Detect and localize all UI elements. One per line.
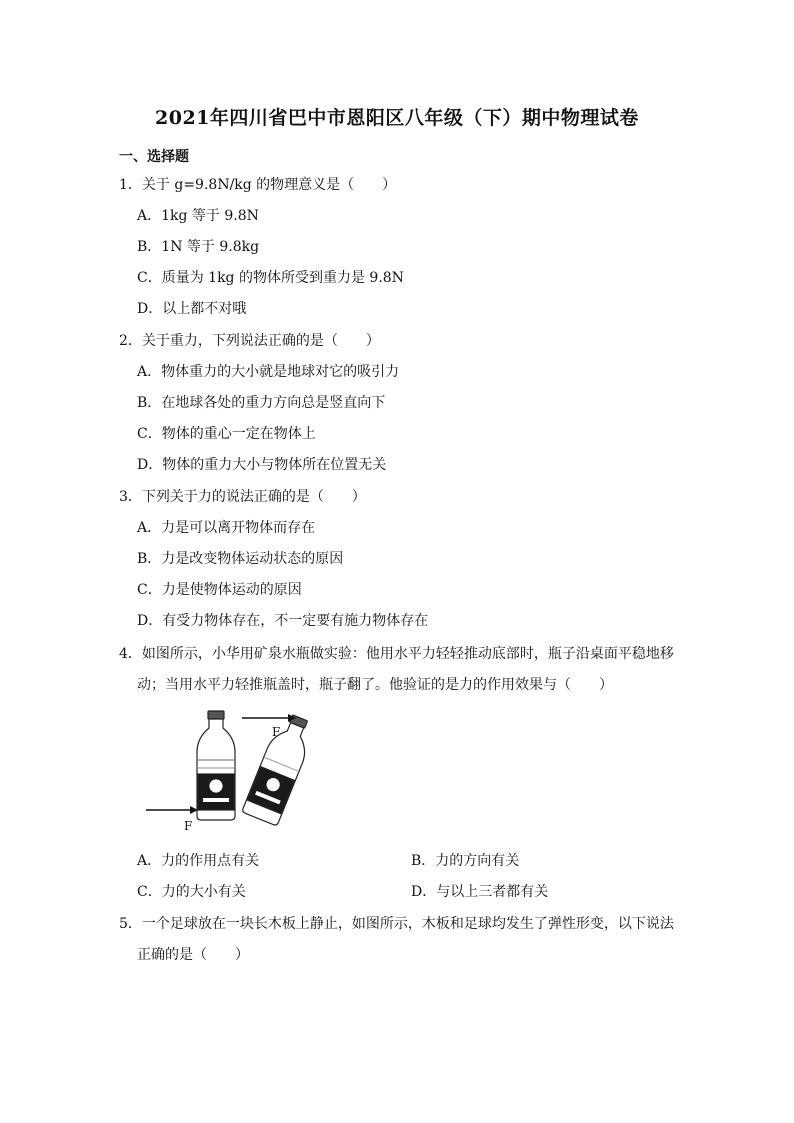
question-1-option-c: C．质量为 1kg 的物体所受到重力是 9.8N: [137, 270, 404, 286]
section-heading: 一、选择题: [119, 149, 189, 165]
question-4-option-d: D．与以上三者都有关: [411, 884, 549, 900]
question-3-option-a: A．力是可以离开物体而存在: [137, 520, 316, 536]
question-2-option-b: B．在地球各处的重力方向总是竖直向下: [137, 395, 386, 411]
question-2-option-d: D．物体的重力大小与物体所在位置无关: [137, 457, 387, 473]
question-2-option-c: C．物体的重心一定在物体上: [137, 426, 316, 442]
question-1-option-d: D．以上都不对哦: [137, 301, 247, 317]
question-2-stem: 2．关于重力，下列说法正确的是（ ）: [119, 333, 380, 349]
question-1-option-a: A．1kg 等于 9.8N: [137, 208, 259, 224]
question-5-stem-line-1: 5．一个足球放在一块长木板上静止，如图所示，木板和足球均发生了弹性形变，以下说法: [119, 916, 674, 932]
question-1-option-b: B．1N 等于 9.8kg: [137, 239, 260, 255]
top-force-arrow: [242, 714, 296, 722]
question-4-option-a: A．力的作用点有关: [137, 853, 260, 869]
question-3-option-d: D．有受力物体存在，不一定要有施力物体存在: [137, 613, 429, 629]
question-3-option-b: B．力是改变物体运动状态的原因: [137, 551, 344, 567]
question-4-option-b: B．力的方向有关: [411, 853, 520, 869]
question-4-option-c: C．力的大小有关: [137, 884, 246, 900]
page-title: 2021年四川省巴中市恩阳区八年级（下）期中物理试卷: [155, 107, 639, 129]
question-2-option-a: A．物体重力的大小就是地球对它的吸引力: [137, 364, 400, 380]
upright-bottle: [197, 711, 235, 820]
question-3-stem: 3．下列关于力的说法正确的是（ ）: [119, 489, 366, 505]
question-5-stem-line-2: 正确的是（ ）: [137, 947, 249, 963]
bottom-force-label: F: [184, 819, 193, 833]
question-4-stem-line-1: 4．如图所示，小华用矿泉水瓶做实验：他用水平力轻轻推动底部时，瓶子沿桌面平稳地移: [119, 646, 674, 662]
question-1-stem: 1．关于 g=9.8N/kg 的物理意义是（ ）: [119, 177, 397, 193]
question-3-option-c: C．力是使物体运动的原因: [137, 582, 302, 598]
bottle-experiment-figure: [140, 708, 325, 836]
top-force-label: F: [272, 725, 281, 739]
bottom-force-arrow: [146, 806, 198, 814]
question-4-stem-line-2: 动；当用水平力轻推瓶盖时，瓶子翻了。他验证的是力的作用效果与（ ）: [137, 677, 613, 693]
